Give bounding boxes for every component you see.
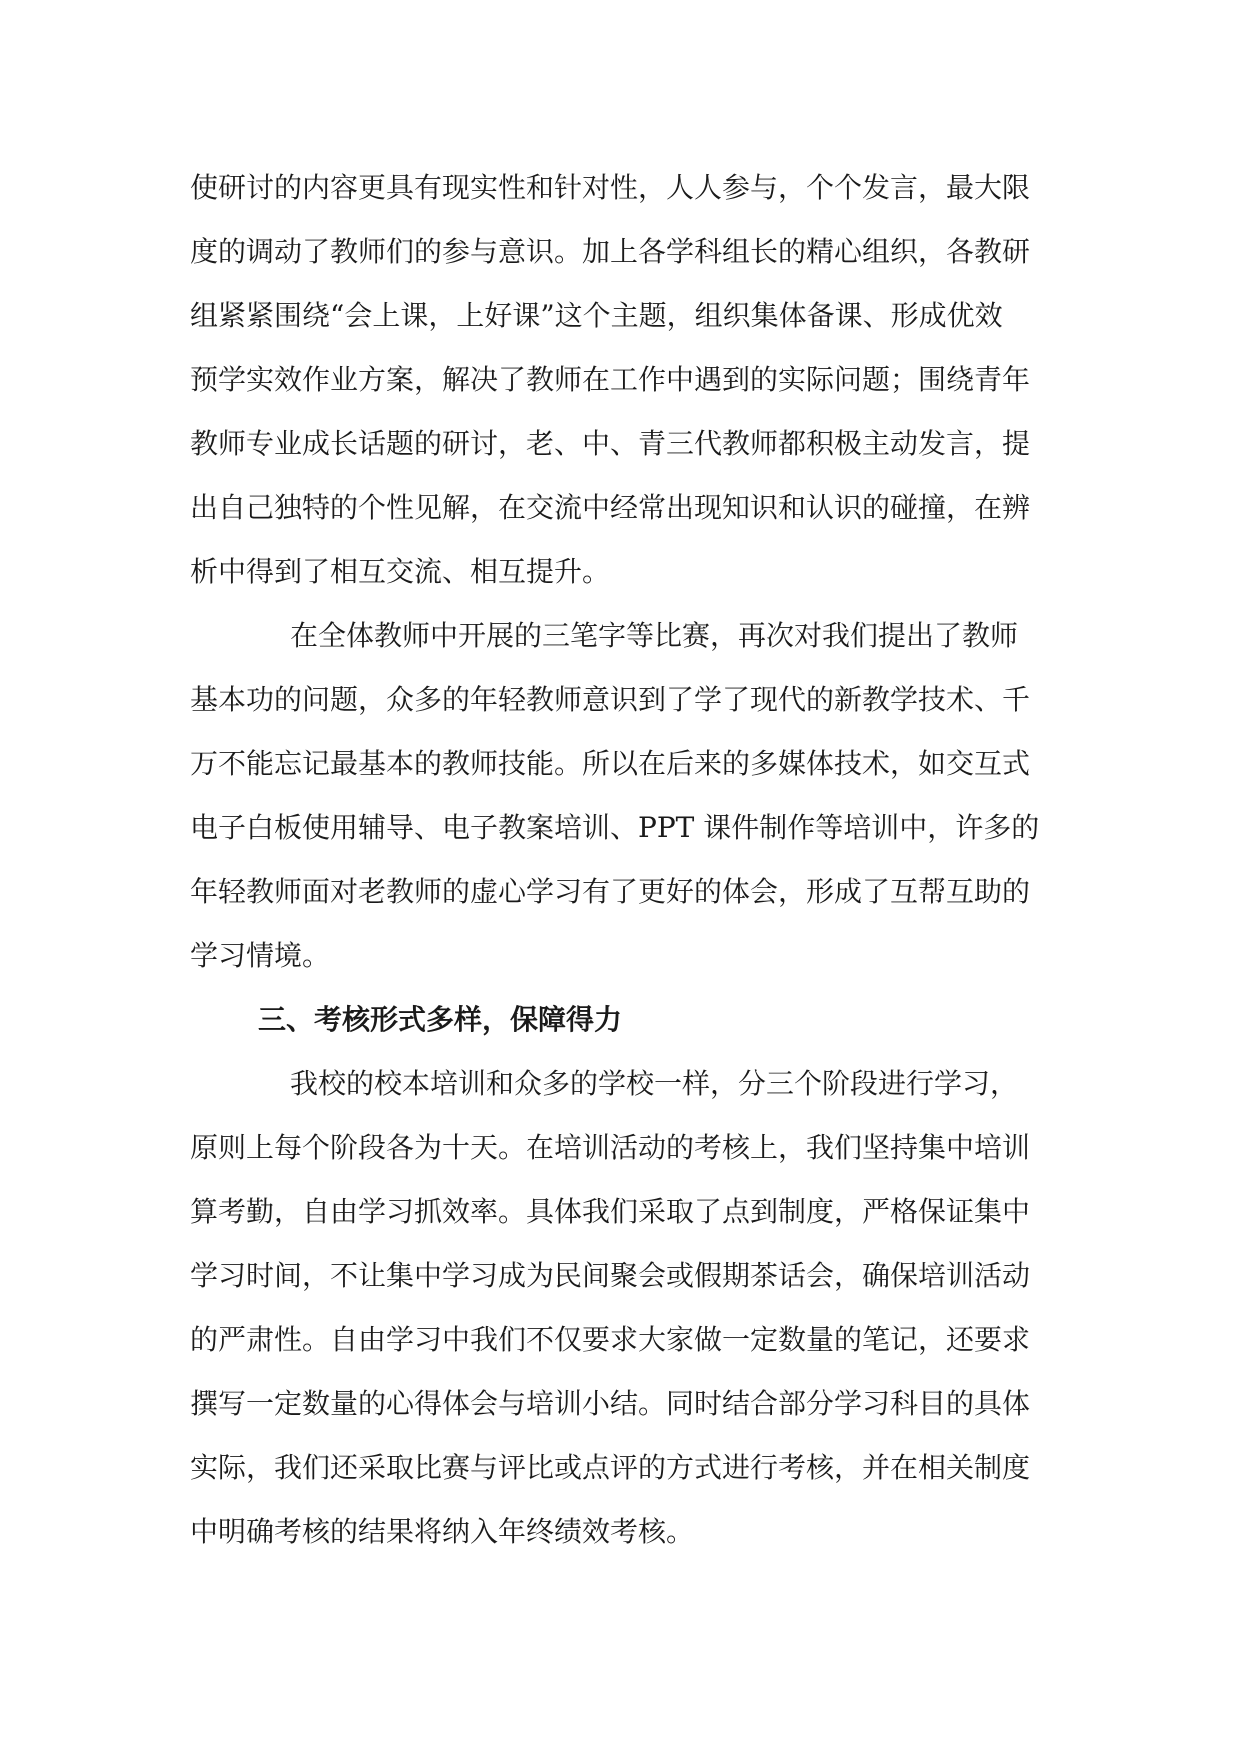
paragraph-3-line-4: 学习时间，不让集中学习成为民间聚会或假期茶话会，确保培训活动 <box>190 1259 1031 1292</box>
paragraph-2-line-5: 年轻教师面对老教师的虚心学习有了更好的体会，形成了互帮互助的 <box>190 875 1031 908</box>
paragraph-1-line-6: 出自己独特的个性见解，在交流中经常出现知识和认识的碰撞，在辨 <box>190 491 1031 524</box>
paragraph-1-line-7: 析中得到了相互交流、相互提升。 <box>190 555 611 588</box>
section-heading: 三、考核形式多样，保障得力 <box>258 1003 623 1036</box>
paragraph-2-line-4: 电子白板使用辅导、电子教案培训、PPT 课件制作等培训中，许多的 <box>190 811 1040 844</box>
document-body <box>190 156 1050 1564</box>
paragraph-3-line-3: 算考勤，自由学习抓效率。具体我们采取了点到制度，严格保证集中 <box>190 1195 1031 1228</box>
paragraph-1-line-1: 使研讨的内容更具有现实性和针对性，人人参与，个个发言，最大限 <box>190 171 1031 204</box>
paragraph-1-line-4: 预学实效作业方案，解决了教师在工作中遇到的实际问题；围绕青年 <box>190 363 1031 396</box>
paragraph-3-line-1: 我校的校本培训和众多的学校一样，分三个阶段进行学习， <box>290 1067 1019 1100</box>
paragraph-3-line-6: 撰写一定数量的心得体会与培训小结。同时结合部分学习科目的具体 <box>190 1387 1031 1420</box>
paragraph-1-line-3: 组紧紧围绕“会上课，上好课”这个主题，组织集体备课、形成优效 <box>190 299 1003 332</box>
paragraph-2-line-1: 在全体教师中开展的三笔字等比赛，再次对我们提出了教师 <box>290 619 1019 652</box>
paragraph-3-line-8: 中明确考核的结果将纳入年终绩效考核。 <box>190 1515 695 1548</box>
paragraph-1-line-5: 教师专业成长话题的研讨，老、中、青三代教师都积极主动发言，提 <box>190 427 1031 460</box>
paragraph-3-line-7: 实际，我们还采取比赛与评比或点评的方式进行考核，并在相关制度 <box>190 1451 1031 1484</box>
paragraph-2-line-2: 基本功的问题，众多的年轻教师意识到了学了现代的新教学技术、千 <box>190 683 1031 716</box>
paragraph-2-line-6: 学习情境。 <box>190 939 331 972</box>
paragraph-3-line-5: 的严肃性。自由学习中我们不仅要求大家做一定数量的笔记，还要求 <box>190 1323 1031 1356</box>
paragraph-3-line-2: 原则上每个阶段各为十天。在培训活动的考核上，我们坚持集中培训 <box>190 1131 1031 1164</box>
paragraph-1-line-2: 度的调动了教师们的参与意识。加上各学科组长的精心组织，各教研 <box>190 235 1031 268</box>
paragraph-2-line-3: 万不能忘记最基本的教师技能。所以在后来的多媒体技术，如交互式 <box>190 747 1031 780</box>
